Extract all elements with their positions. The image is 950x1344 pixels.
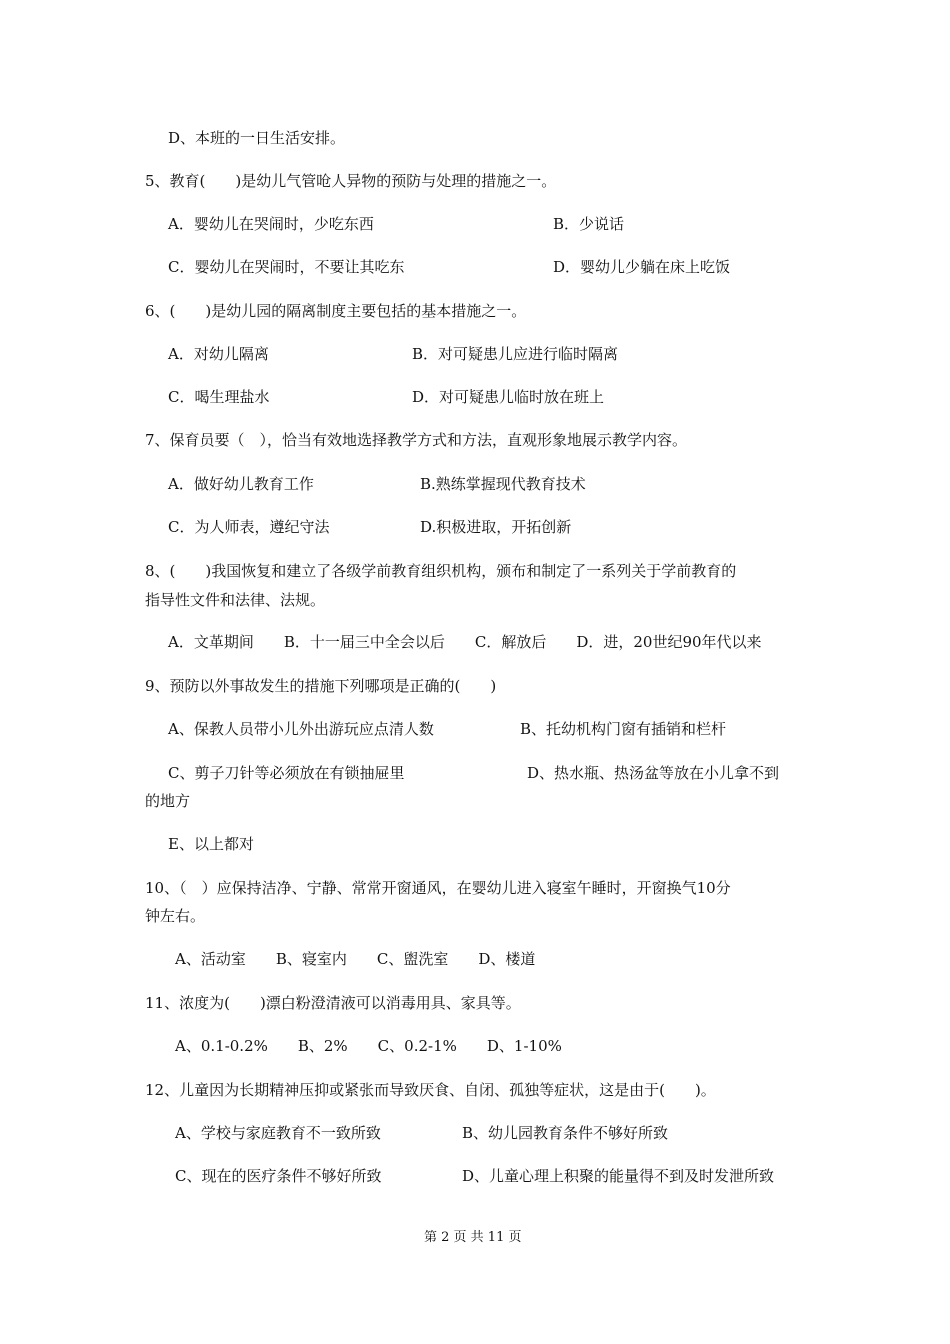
page-number-footer: 第 2 页 共 11 页	[424, 1230, 522, 1245]
question-8-options: A．文革期间 B．十一届三中全会以后 C．解放后 D．进，20世纪90年代以来	[168, 633, 762, 651]
question-5-option-b: B．少说话	[553, 215, 625, 233]
question-12-option-b: B、幼儿园教育条件不够好所致	[462, 1124, 669, 1142]
question-6-option-a: A．对幼儿隔离	[168, 345, 269, 363]
question-6-option-c: C．喝生理盐水	[168, 388, 270, 406]
question-10-stem-continued: 钟左右。	[145, 907, 206, 925]
question-9-option-c: C、剪子刀针等必须放在有锁抽屉里	[168, 764, 405, 782]
question-8-stem: 8、( )我国恢复和建立了各级学前教育组织机构，颁布和制定了一系列关于学前教育的	[145, 562, 737, 580]
question-4-option-d: D、本班的一日生活安排。	[168, 129, 346, 147]
question-11-options: A、0.1-0.2% B、2% C、0.2-1% D、1-10%	[175, 1037, 562, 1055]
question-9-option-a: A、保教人员带小儿外出游玩应点清人数	[168, 720, 434, 738]
question-5-option-a: A．婴幼儿在哭闹时，少吃东西	[168, 215, 374, 233]
question-9-option-d: D、热水瓶、热汤盆等放在小儿拿不到	[527, 764, 780, 782]
question-6-option-d: D．对可疑患儿临时放在班上	[412, 388, 605, 406]
question-12-option-c: C、现在的医疗条件不够好所致	[175, 1167, 382, 1185]
question-7-option-c: C．为人师表，遵纪守法	[168, 518, 330, 536]
question-5-option-d: D．婴幼儿少躺在床上吃饭	[553, 258, 731, 276]
question-5-stem: 5、教育( )是幼儿气管呛人异物的预防与处理的措施之一。	[145, 172, 557, 190]
question-6-option-b: B．对可疑患儿应进行临时隔离	[412, 345, 619, 363]
question-8-stem-continued: 指导性文件和法律、法规。	[145, 591, 326, 609]
question-10-stem: 10、（ ）应保持洁净、宁静、常常开窗通风，在婴幼儿进入寝室午睡时，开窗换气10分	[145, 879, 731, 897]
question-9-option-d-continued: 的地方	[145, 792, 191, 810]
question-12-option-d: D、儿童心理上积聚的能量得不到及时发泄所致	[462, 1167, 775, 1185]
question-7-stem: 7、保育员要（ ），恰当有效地选择教学方式和方法，直观形象地展示教学内容。	[145, 431, 688, 449]
question-5-option-c: C．婴幼儿在哭闹时，不要让其吃东	[168, 258, 405, 276]
question-9-option-e: E、以上都对	[168, 835, 254, 853]
question-9-option-b: B、托幼机构门窗有插销和栏杆	[520, 720, 727, 738]
question-12-option-a: A、学校与家庭教育不一致所致	[175, 1124, 381, 1142]
question-7-option-d: D.积极进取，开拓创新	[420, 518, 572, 536]
question-6-stem: 6、( )是幼儿园的隔离制度主要包括的基本措施之一。	[145, 302, 527, 320]
question-7-option-b: B.熟练掌握现代教育技术	[420, 475, 586, 493]
question-7-option-a: A．做好幼儿教育工作	[168, 475, 314, 493]
question-9-stem: 9、预防以外事故发生的措施下列哪项是正确的( )	[145, 677, 497, 695]
question-12-stem: 12、儿童因为长期精神压抑或紧张而导致厌食、自闭、孤独等症状，这是由于( )。	[145, 1081, 716, 1099]
question-10-options: A、活动室 B、寝室内 C、盥洗室 D、楼道	[175, 950, 536, 968]
question-11-stem: 11、浓度为( )漂白粉澄清液可以消毒用具、家具等。	[145, 994, 521, 1012]
